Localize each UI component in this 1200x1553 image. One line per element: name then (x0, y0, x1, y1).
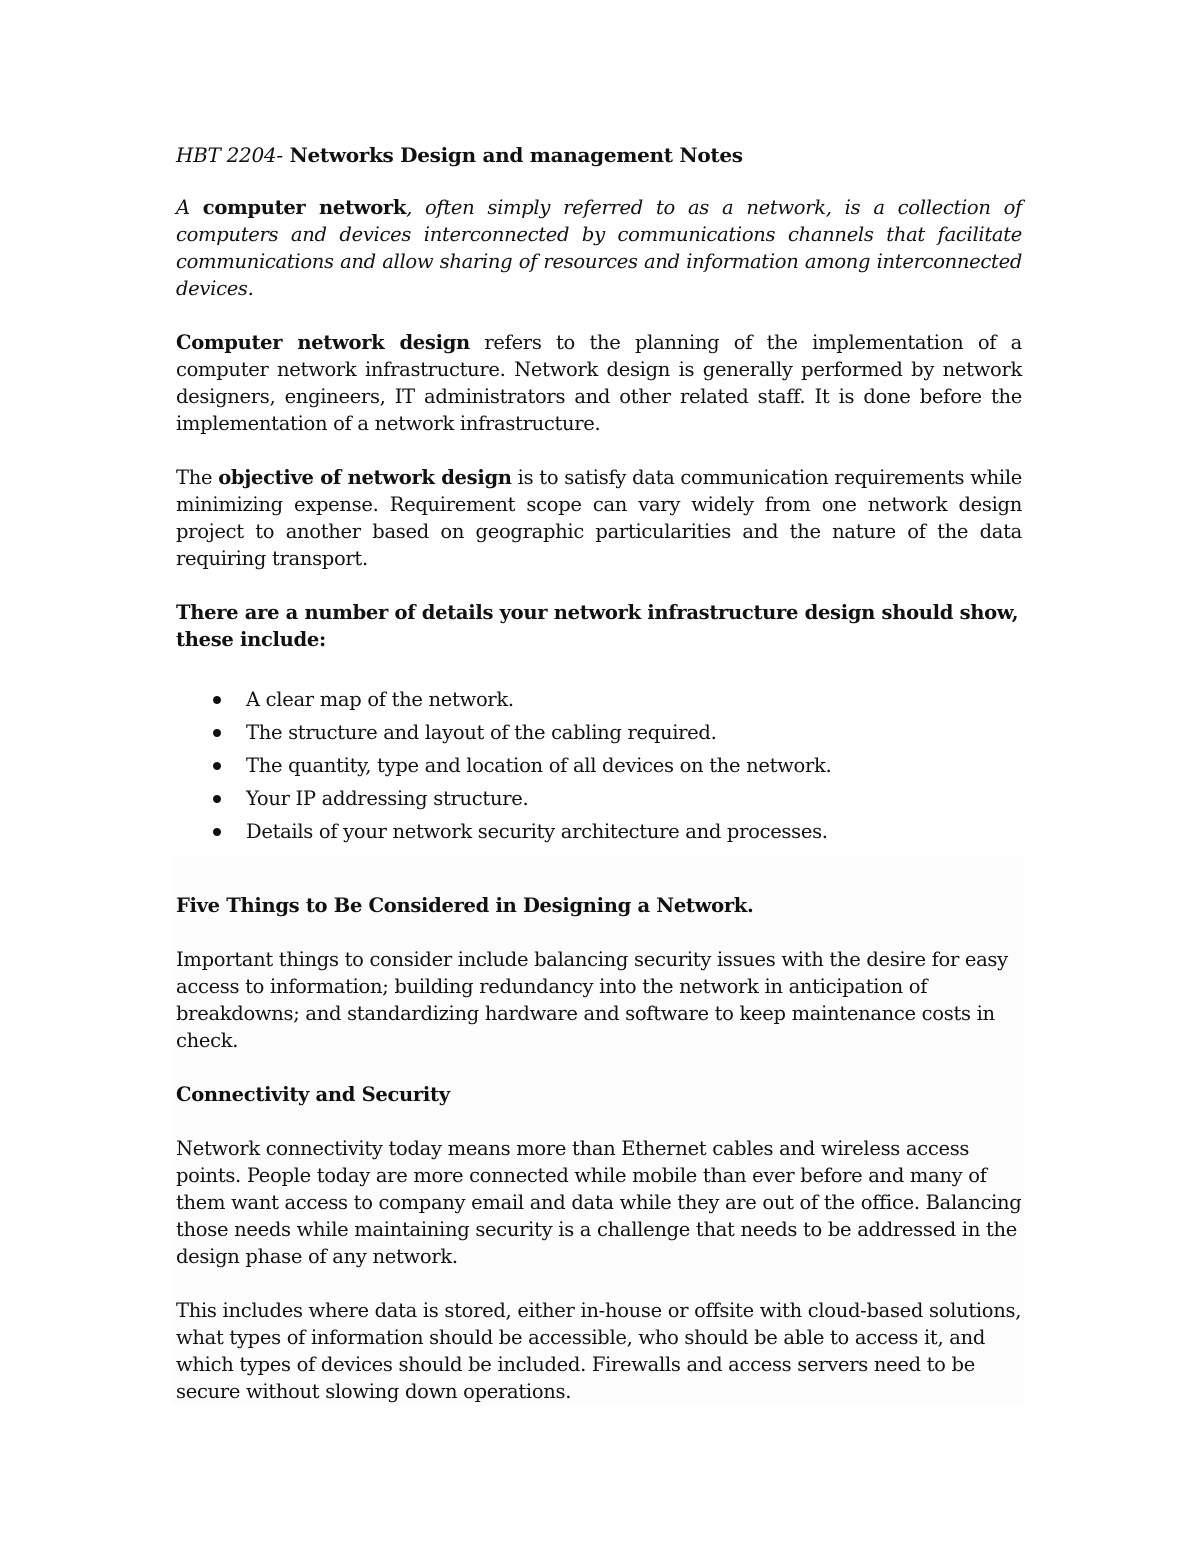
network-definition-paragraph (176, 194, 1022, 302)
list-item: A clear map of the network. (176, 683, 1022, 716)
connectivity-heading: Connectivity and Security (176, 1083, 450, 1106)
details-heading: There are a number of details your network infrastructure design should show, these include: (176, 601, 1019, 651)
list-item: Details of your network security architecture and processes. (176, 815, 1022, 848)
objective-term: objective of network design (218, 466, 512, 489)
bullet-icon (213, 729, 221, 737)
bullet-icon (213, 696, 221, 704)
list-item: The structure and layout of the cabling required. (176, 716, 1022, 749)
list-item: Your IP addressing structure. (176, 782, 1022, 815)
objective-text: is to satisfy data communication requirements while minimizing expense. Requirement scope can vary widely from one network design project to another based on geographic particularities and the nature of the data requiring transport. (176, 466, 1023, 570)
definition-text: , often simply referred to as a network, is a collection of computers and devices interconnected by communications channels that facilitate communications and allow sharing of resources and information among interconnected devices. (176, 196, 1022, 300)
design-term: Computer network design (176, 331, 470, 354)
bullet-icon (213, 828, 221, 836)
details-list (176, 683, 1022, 848)
bullet-icon (213, 795, 221, 803)
objective-lead: The (176, 466, 219, 489)
definition-lead: A (176, 196, 203, 219)
considerations-section (176, 892, 1022, 1405)
course-code: HBT 2204- (176, 143, 283, 167)
page-title (176, 140, 1022, 167)
five-things-heading: Five Things to Be Considered in Designing a Network. (176, 894, 754, 917)
design-text: refers to the planning of the implementation of a computer network infrastructure. Network design is generally performed by network designers, engineers, IT administrators and other related staff. It is done before the implementation of a network infrastructure. (176, 331, 1022, 435)
five-things-paragraph: Important things to consider include balancing security issues with the desire for easy access to information; building redundancy into the network in anticipation of breakdowns; and standardizing hardware and software to keep maintenance costs in check. (176, 948, 1008, 1052)
design-objective-paragraph (176, 464, 1022, 572)
definition-term: computer network (202, 196, 407, 219)
connectivity-paragraph-2: This includes where data is stored, either in-house or offsite with cloud-based solutions, what types of information should be accessible, who should be able to access it, and which types of devices should be included. Firewalls and access servers need to be secure without slowing down operations. (176, 1299, 1022, 1403)
bullet-icon (213, 762, 221, 770)
list-item: The quantity, type and location of all devices on the network. (176, 749, 1022, 782)
connectivity-paragraph-1: Network connectivity today means more than Ethernet cables and wireless access points. People today are more connected while mobile than ever before and many of them want access to company email and data while they are out of the office. Balancing those needs while maintaining security is a challenge that needs to be addressed in the design phase of any network. (176, 1137, 1022, 1268)
document-body (176, 140, 1022, 848)
network-design-paragraph (176, 329, 1022, 437)
title-text: Networks Design and management Notes (282, 143, 743, 167)
